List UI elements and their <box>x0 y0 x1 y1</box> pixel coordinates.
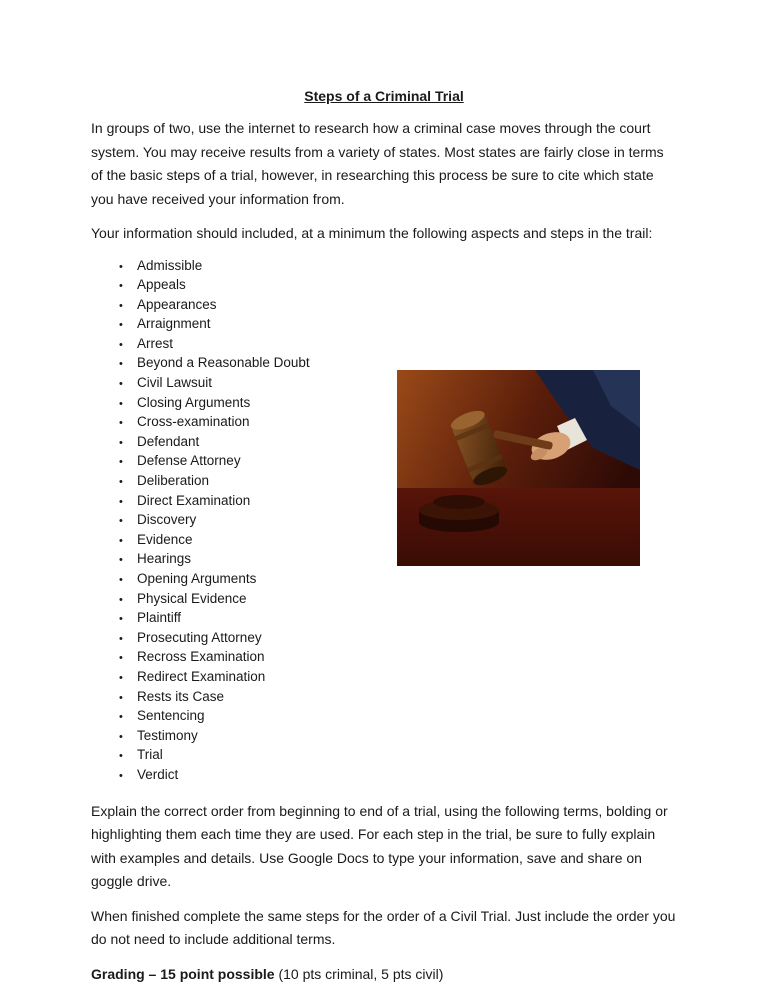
term-list-item <box>119 746 677 766</box>
bullet-icon: • <box>119 319 123 332</box>
term-label: Evidence <box>137 531 193 547</box>
term-list-item <box>119 766 677 786</box>
term-label: Defense Attorney <box>137 453 241 469</box>
bullet-icon: • <box>119 613 123 626</box>
term-label: Testimony <box>137 727 198 743</box>
bullet-icon: • <box>119 652 123 665</box>
term-list-item <box>119 570 677 590</box>
term-label: Physical Evidence <box>137 590 247 606</box>
bullet-icon: • <box>119 574 123 586</box>
bullet-icon: • <box>119 260 123 273</box>
civil-paragraph: When finished complete the same steps for the order of a Civil Trial. Just include the order you do not need to include additional terms. <box>91 907 676 948</box>
term-label: Verdict <box>137 766 179 782</box>
term-label: Beyond a Reasonable Doubt <box>137 355 310 371</box>
term-label: Rests its Case <box>137 688 225 704</box>
term-label: Arraignment <box>137 316 211 332</box>
bullet-icon: • <box>119 476 123 489</box>
bullet-icon: • <box>119 515 123 528</box>
bullet-icon: • <box>119 436 123 449</box>
bullet-icon: • <box>119 456 123 469</box>
bullet-icon: • <box>119 280 123 293</box>
term-list-item <box>119 629 677 649</box>
term-label: Appearances <box>137 296 217 312</box>
bullet-icon: • <box>119 554 123 567</box>
term-list-item <box>119 668 677 688</box>
term-list-item <box>119 688 677 708</box>
term-label: Trial <box>137 747 163 763</box>
term-label: Direct Examination <box>137 492 251 508</box>
list-intro-paragraph: Your information should included, at a minimum the following aspects and steps in the trail: <box>91 225 653 241</box>
bullet-icon: • <box>119 671 123 684</box>
term-label: Sentencing <box>137 708 205 724</box>
term-label: Arrest <box>137 335 174 351</box>
term-list-item <box>119 609 677 629</box>
term-label: Redirect Examination <box>137 668 266 684</box>
term-list-item <box>119 276 677 296</box>
bullet-icon: • <box>119 632 123 645</box>
term-label: Opening Arguments <box>137 571 257 586</box>
gavel-image <box>397 370 640 566</box>
bullet-icon: • <box>119 358 123 371</box>
bullet-icon: • <box>119 750 123 763</box>
term-list-item <box>119 648 677 668</box>
bullet-icon: • <box>119 730 123 743</box>
bullet-icon: • <box>119 769 123 782</box>
term-list-item <box>119 707 677 727</box>
term-list-item <box>119 590 677 610</box>
intro-paragraph: In groups of two, use the internet to research how a criminal case moves through the court system. You may receive results from a variety of states. Most states are fairly close in terms of the basic steps of a trial, however, in researching this process be sure to cite which state you have received your information from. <box>91 120 664 207</box>
bullet-icon: • <box>119 534 123 547</box>
term-label: Plaintiff <box>137 610 182 626</box>
term-label: Hearings <box>137 551 192 567</box>
term-list-item <box>119 335 677 355</box>
bullet-icon: • <box>119 593 123 606</box>
term-list-item <box>119 315 677 335</box>
term-label: Cross-examination <box>137 414 250 430</box>
grading-rest-text: (10 pts criminal, 5 pts civil) <box>274 965 444 982</box>
document-title: Steps of a Criminal Trial <box>304 88 464 104</box>
term-label: Civil Lawsuit <box>137 375 213 391</box>
term-list-item <box>119 727 677 747</box>
term-label: Appeals <box>137 277 186 293</box>
term-label: Discovery <box>137 512 197 528</box>
bullet-icon: • <box>119 397 123 410</box>
term-label: Defendant <box>137 433 200 449</box>
term-label: Recross Examination <box>137 649 265 665</box>
bullet-icon: • <box>119 495 123 508</box>
bullet-icon: • <box>119 417 123 430</box>
term-label: Closing Arguments <box>137 394 251 410</box>
grading-bold-text: Grading – 15 point possible <box>91 965 275 982</box>
term-label: Admissible <box>137 257 203 273</box>
term-list-item <box>119 296 677 316</box>
bullet-icon: • <box>119 299 123 312</box>
term-label: Deliberation <box>137 473 210 489</box>
term-label: Prosecuting Attorney <box>137 629 262 645</box>
term-list-item <box>119 257 677 277</box>
bullet-icon: • <box>119 711 123 724</box>
grading-paragraph <box>91 963 677 987</box>
bullet-icon: • <box>119 378 123 391</box>
bullet-icon: • <box>119 691 123 704</box>
explain-paragraph: Explain the correct order from beginning to end of a trial, using the following terms, bolding or highlighting them each time they are used. For each step in the trial, be sure to fully explain with examples and details. Use Google Docs to type your information, save and share on goggle drive. <box>91 802 668 890</box>
bullet-icon: • <box>119 338 123 351</box>
